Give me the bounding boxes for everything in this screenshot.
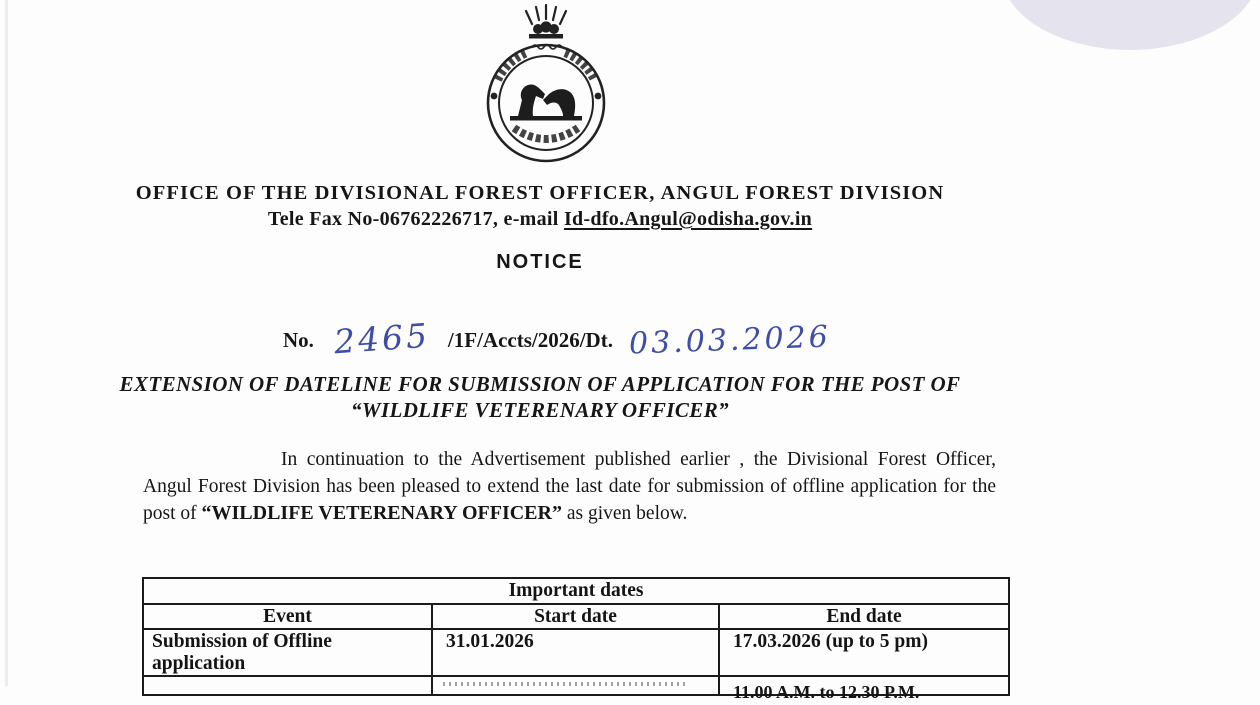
telefax-text: Tele Fax No-06762226717, e-mail	[267, 208, 564, 230]
event-cell: Submission of Offline application	[143, 629, 432, 676]
important-dates-table	[142, 577, 1010, 702]
body-text: In continuation to the Advertisement published earlier , the Divisional Forest Officer, Angul Forest Division has been pleased to extend the last date for submission of offline application for the post of	[143, 449, 996, 524]
office-title: OFFICE OF THE DIVISIONAL FOREST OFFICER, ANGUL FOREST DIVISION	[135, 182, 945, 204]
bottom-script	[514, 128, 578, 139]
horse-and-bull-figures	[510, 84, 582, 120]
scan-artifact-corner	[1000, 0, 1260, 50]
illegible-text-tops	[443, 682, 685, 686]
start-date-cell: 31.01.2026	[432, 629, 719, 676]
clipped-time-fragment: 11.00 A.M. to 12.30 P.M.	[733, 681, 920, 702]
column-header-end-date: End date	[719, 604, 1009, 629]
body-paragraph	[143, 447, 996, 528]
email-text: Id-dfo.Angul@odisha.gov.in	[563, 208, 813, 230]
body-text-end: as given below.	[561, 503, 688, 524]
clipped-event-cell	[143, 676, 432, 695]
notice-heading: NOTICE	[496, 251, 584, 273]
ashoka-capital-icon	[526, 5, 566, 24]
ref-no-label: No.	[283, 328, 314, 352]
table-row-clipped	[143, 676, 1009, 695]
subject-line-2: “WILDLIFE VETERENARY OFFICER”	[350, 398, 730, 422]
column-header-start-date: Start date	[432, 604, 719, 629]
column-header-event: Event	[143, 604, 432, 629]
contact-line	[0, 208, 1080, 231]
table-caption-row	[143, 578, 1009, 604]
ref-file-code: /1F/Accts/2026/Dt.	[447, 328, 613, 352]
table-caption: Important dates	[143, 578, 1009, 604]
reference-line	[283, 315, 832, 362]
body-bold-post-name: “WILDLIFE VETERENARY OFFICER”	[201, 502, 562, 524]
end-date-cell: 17.03.2026 (up to 5 pm)	[719, 629, 1009, 676]
clipped-end-cell	[719, 676, 1009, 702]
subject-line-1: EXTENSION OF DATELINE FOR SUBMISSION OF APPLICATION FOR THE POST OF	[119, 372, 961, 396]
odisha-government-emblem	[470, 4, 622, 166]
table-header-row	[143, 604, 1009, 629]
clipped-start-cell	[432, 676, 719, 695]
ref-number-handwritten: 2465	[332, 315, 432, 362]
scan-edge-shadow	[5, 0, 8, 686]
ref-date-handwritten: 03.03.2026	[628, 319, 832, 362]
ashoka-capital-lions	[529, 21, 563, 38]
table-row	[143, 629, 1009, 676]
